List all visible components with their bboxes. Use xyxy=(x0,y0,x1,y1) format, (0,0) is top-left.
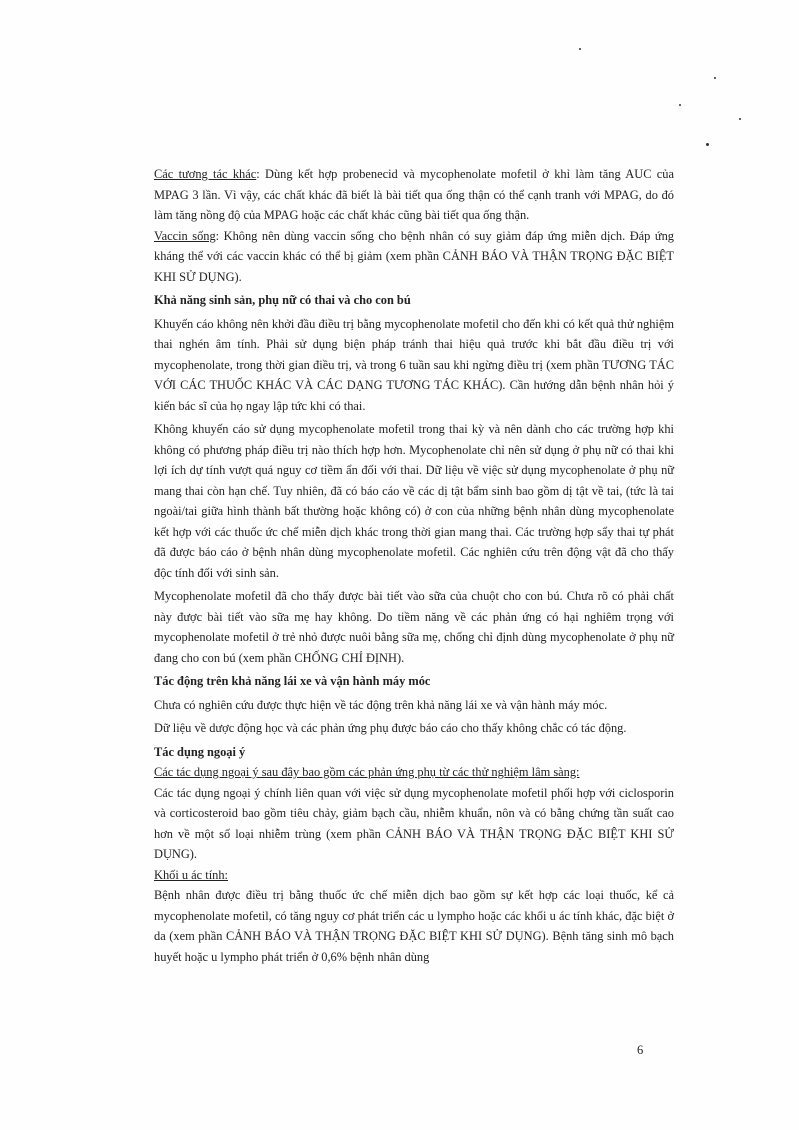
adverse-heading: Tác dụng ngoại ý xyxy=(154,744,246,759)
scan-speck xyxy=(579,48,581,50)
malignancy-paragraph-1: Bệnh nhân được điều trị bằng thuốc ức chế miễn dịch bao gồm sự kết hợp các loại thuốc, kể cả mycophenolate mofetil, có tăng nguy cơ phát triển các u lympho hoặc các khối u ác tính khác, đặc biệt ở da (xem phần CẢNH BÁO VÀ THẬN TRỌNG ĐẶC BIỆT KHI SỬ DỤNG). Bệnh tăng sinh mô bạch huyết hoặc u lympho phát triển ở 0,6% bệnh nhân dùng xyxy=(154,888,674,964)
driving-paragraph-2: Dữ liệu về dược động học và các phản ứng phụ được báo cáo cho thấy không chắc có tác động. xyxy=(154,721,627,735)
page-number: 6 xyxy=(637,1043,644,1057)
fertility-paragraph-2: Không khuyến cáo sử dụng mycophenolate mofetil trong thai kỳ và nên dành cho các trường hợp khi không có phương pháp điều trị nào thích hợp hơn. Mycophenolate chỉ nên sử dụng ở phụ nữ có thai khi lợi ích dự tính vượt quá nguy cơ tiềm ẩn đối với thai. Dữ liệu về việc sử dụng mycophenolate ở phụ nữ mang thai còn hạn chế. Tuy nhiên, đã có báo cáo về các dị tật bẩm sinh bao gồm dị tật về tai, (tức là tai ngoài/tai giữa hình thành bất thường hoặc không có) ở con của những bệnh nhân dùng mycophenolate kết hợp với các thuốc ức chế miễn dịch khác trong thời gian mang thai. Các trường hợp sẩy thai tự phát đã được báo cáo ở bệnh nhân dùng mycophenolate mofetil. Các nghiên cứu trên động vật đã cho thấy độc tính đối với sinh sản. xyxy=(154,422,674,580)
document-body xyxy=(154,164,674,967)
interactions-paragraph xyxy=(154,164,674,226)
fertility-heading: Khả năng sinh sản, phụ nữ có thai và cho con bú xyxy=(154,293,411,307)
vaccine-text: : Không nên dùng vaccin sống cho bệnh nhân có suy giảm đáp ứng miễn dịch. Đáp ứng kháng thể với các vaccin khác có thể bị giảm (xem phần CẢNH BÁO VÀ THẬN TRỌNG ĐẶC BIỆT KHI SỬ DỤNG). xyxy=(154,228,674,284)
interactions-label: Các tương tác khác xyxy=(154,167,257,181)
scan-speck xyxy=(679,104,681,106)
scan-speck xyxy=(739,118,741,120)
fertility-paragraph-3: Mycophenolate mofetil đã cho thấy được bài tiết vào sữa của chuột cho con bú. Chưa rõ có phải chất này được bài tiết vào sữa mẹ hay không. Do tiềm năng về các phản ứng có hại nghiêm trọng với mycophenolate mofetil ở trẻ nhỏ được nuôi bằng sữa mẹ, chống chỉ định dùng mycophenolate ở phụ nữ đang cho con bú (xem phần CHỐNG CHỈ ĐỊNH). xyxy=(154,589,674,665)
vaccine-paragraph xyxy=(154,226,674,288)
scan-speck xyxy=(714,77,716,79)
vaccine-label: Vaccin sống xyxy=(154,228,216,243)
scan-speck xyxy=(706,143,709,146)
interactions-text: : Dùng kết hợp probenecid và mycophenolate mofetil ở khỉ làm tăng AUC của MPAG 3 lần. Vì vậy, các chất khác đã biết là bài tiết qua ống thận có thể cạnh tranh với MPAG, do đó làm tăng nồng độ của MPAG hoặc các chất khác cũng bài tiết qua ống thận. xyxy=(154,167,675,222)
adverse-intro: Các tác dụng ngoại ý sau đây bao gồm các phản ứng phụ từ các thử nghiệm lâm sàng: xyxy=(154,765,580,779)
fertility-paragraph-1: Khuyến cáo không nên khởi đầu điều trị bằng mycophenolate mofetil cho đến khi có kết quả thử nghiệm thai nghén âm tính. Phải sử dụng biện pháp tránh thai hiệu quả trước khi bắt đầu điều trị với mycophenolate, trong thời gian điều trị, và trong 6 tuần sau khi ngừng điều trị (xem phần TƯƠNG TÁC VỚI CÁC THUỐC KHÁC VÀ CÁC DẠNG TƯƠNG TÁC KHÁC). Cần hướng dẫn bệnh nhân hỏi ý kiến bác sĩ của họ ngay lập tức khi có thai. xyxy=(154,316,674,413)
driving-paragraph-1: Chưa có nghiên cứu được thực hiện về tác động trên khả năng lái xe và vận hành máy móc. xyxy=(154,697,608,712)
adverse-paragraph-1: Các tác dụng ngoại ý chính liên quan với việc sử dụng mycophenolate mofetil phối hợp với ciclosporin và corticosteroid bao gồm tiêu chảy, giảm bạch cầu, nhiễm khuẩn, nôn và có bằng chứng tần suất cao hơn về một số loại nhiễm trùng (xem phần CẢNH BÁO VÀ THẬN TRỌNG ĐẶC BIỆT KHI SỬ DỤNG). xyxy=(154,785,674,861)
driving-heading: Tác động trên khả năng lái xe và vận hành máy móc xyxy=(154,674,431,688)
malignancy-label: Khối u ác tính: xyxy=(154,867,228,882)
